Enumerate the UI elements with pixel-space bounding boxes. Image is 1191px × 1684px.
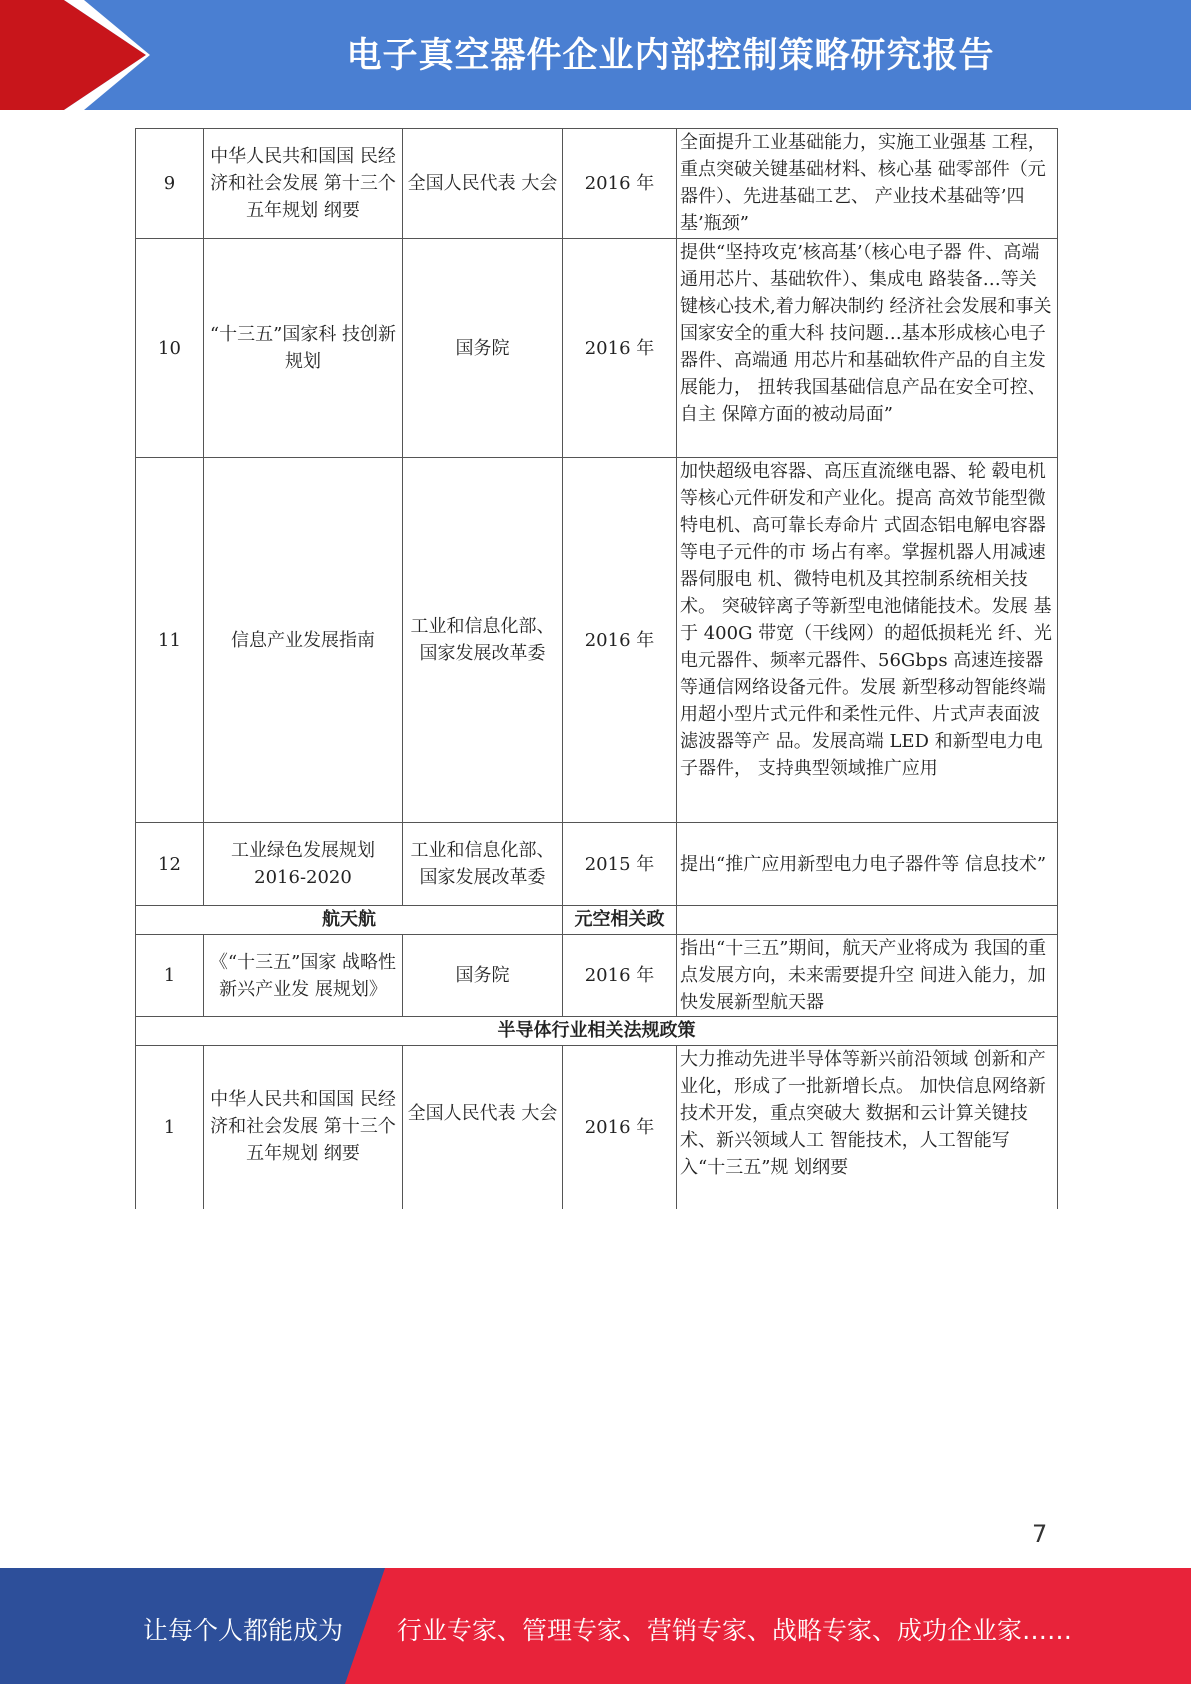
page-header — [0, 0, 1191, 110]
row-number: 9 — [136, 129, 204, 239]
issue-year: 2016 年 — [563, 458, 677, 823]
page-number: 7 — [1032, 1520, 1048, 1548]
policy-table — [135, 128, 1058, 1209]
policy-content: 大力推动先进半导体等新兴前沿领域 创新和产业化，形成了一批新增长点。 加快信息网络新技术开发，重点突破大 数据和云计算关键技术、新兴领域人工 智能技术，人工智能写入“十三五”规 划纲要 — [677, 1046, 1058, 1209]
policy-name: 中华人民共和国国 民经济和社会发展 第十三个五年规划 纲要 — [204, 129, 403, 239]
policy-name: 《“十三五”国家 战略性新兴产业发 展规划》 — [204, 935, 403, 1017]
row-number: 10 — [136, 239, 204, 458]
issuing-body: 国务院 — [403, 239, 563, 458]
section-title-part2: 元空相关政 — [563, 906, 677, 935]
section-title-part1: 航天航 — [136, 906, 563, 935]
table-row — [136, 1046, 1058, 1209]
table-row — [136, 458, 1058, 823]
table-row — [136, 129, 1058, 239]
issuing-body: 工业和信息化部、国家发展改革委 — [403, 458, 563, 823]
section-header-semiconductor — [136, 1017, 1058, 1046]
policy-content: 指出“十三五”期间，航天产业将成为 我国的重点发展方向，未来需要提升空 间进入能力，加快发展新型航天器 — [677, 935, 1058, 1017]
row-number: 12 — [136, 823, 204, 906]
issue-year: 2016 年 — [563, 239, 677, 458]
issuing-body: 全国人民代表 大会 — [403, 129, 563, 239]
footer-slogan-right: 行业专家、管理专家、营销专家、战略专家、成功企业家…… — [397, 1616, 1073, 1645]
section-header-aerospace — [136, 906, 1058, 935]
footer-slogan-left: 让每个人都能成为 — [143, 1616, 344, 1645]
row-number: 11 — [136, 458, 204, 823]
issuing-body: 工业和信息化部、国家发展改革委 — [403, 823, 563, 906]
policy-name: 工业绿色发展规划 2016-2020 — [204, 823, 403, 906]
table-row — [136, 239, 1058, 458]
issue-year: 2016 年 — [563, 1046, 677, 1209]
row-number: 1 — [136, 935, 204, 1017]
section-empty-cell — [677, 906, 1058, 935]
issuing-body: 全国人民代表 大会 — [403, 1046, 563, 1209]
issue-year: 2016 年 — [563, 129, 677, 239]
policy-name: 中华人民共和国国 民经济和社会发展 第十三个五年规划 纲要 — [204, 1046, 403, 1209]
issue-year: 2016 年 — [563, 935, 677, 1017]
policy-content: 提出“推广应用新型电力电子器件等 信息技术” — [677, 823, 1058, 906]
header-chevron-decoration — [0, 0, 160, 110]
page-footer — [0, 1568, 1191, 1684]
row-number: 1 — [136, 1046, 204, 1209]
policy-content: 提供“坚持攻克’核高基’（核心电子器 件、高端通用芯片、基础软件）、集成电 路装备…等关键核心技术,着力解决制约 经济社会发展和事关国家安全的重大科 技问题…基本形成核心电子器件、高端通 用芯片和基础软件产品的自主发展能力， 扭转我国基础信息产品在安全可控、自主 保障方面的被动局面” — [677, 239, 1058, 458]
policy-content: 全面提升工业基础能力，实施工业强基 工程，重点突破关键基础材料、核心基 础零部件（元器件）、先进基础工艺、 产业技术基础等’四基’瓶颈” — [677, 129, 1058, 239]
table-row — [136, 935, 1058, 1017]
issue-year: 2015 年 — [563, 823, 677, 906]
section-title: 半导体行业相关法规政策 — [136, 1017, 1058, 1046]
policy-name: “十三五”国家科 技创新规划 — [204, 239, 403, 458]
issuing-body: 国务院 — [403, 935, 563, 1017]
policy-name: 信息产业发展指南 — [204, 458, 403, 823]
page-title: 电子真空器件企业内部控制策略研究报告 — [346, 36, 995, 76]
table-row — [136, 823, 1058, 906]
policy-content: 加快超级电容器、高压直流继电器、轮 毂电机等核心元件研发和产业化。提高 高效节能型微特电机、高可靠长寿命片 式固态铝电解电容器等电子元件的市 场占有率。掌握机器人用减速器伺服电 机、微特电机及其控制系统相关技术。 突破锌离子等新型电池储能技术。发展 基于 400G 带宽（干线网）的超低损耗光 纤、光电元器件、频率元器件、56Gbps 高速连接器等通信网络设备元件。发展 新型移动智能终端用超小型片式元件和柔性元件、片式声表面波滤波器等产 品。发展高端 LED 和新型电力电子器件， 支持典型领域推广应用 — [677, 458, 1058, 823]
